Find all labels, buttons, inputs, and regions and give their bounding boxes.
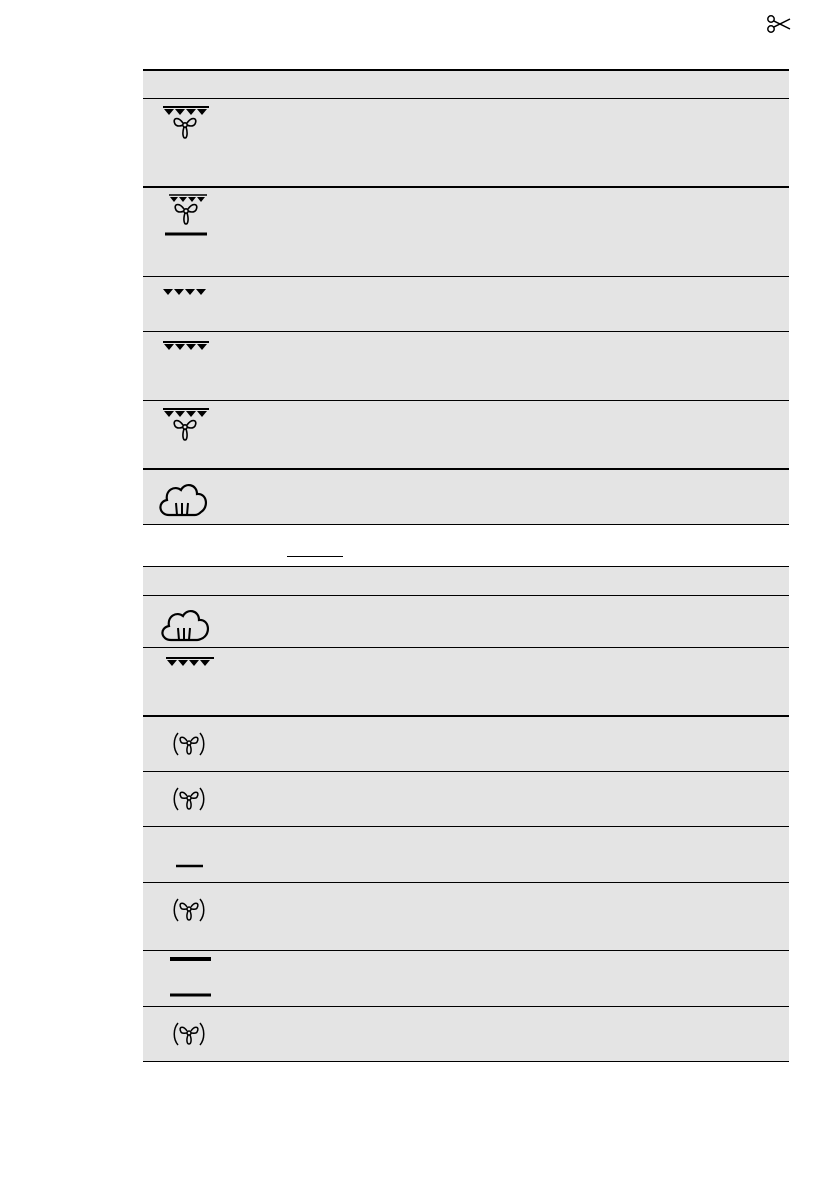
bottom-heat-icon <box>151 829 215 889</box>
heating-functions-table <box>143 69 789 525</box>
table-row <box>143 883 789 951</box>
turbo-grilling-icon <box>151 403 215 463</box>
table-row <box>143 188 789 277</box>
table-row <box>143 277 789 332</box>
table-row <box>143 951 789 1007</box>
fan-top-heat-icon <box>151 101 215 161</box>
fan-icon <box>151 1009 215 1069</box>
divider-rule <box>287 556 343 557</box>
full-grill-icon <box>151 334 215 394</box>
table-row <box>143 99 789 188</box>
table-row <box>143 596 789 648</box>
table-row <box>143 401 789 470</box>
fan-icon <box>151 774 215 834</box>
table-header-row <box>143 566 789 596</box>
table-row <box>143 648 789 717</box>
full-grill-icon <box>151 650 215 710</box>
top-bottom-heat-icon <box>151 953 215 1013</box>
table-row <box>143 827 789 883</box>
fan-icon <box>151 885 215 945</box>
table-row <box>143 1007 789 1062</box>
table-row <box>143 717 789 772</box>
functions-table-2 <box>143 566 789 1062</box>
table-row <box>143 332 789 401</box>
steam-icon <box>151 472 215 532</box>
fan-icon <box>151 719 215 779</box>
table-header-row <box>143 69 789 99</box>
table-row <box>143 772 789 827</box>
fan-bottom-heat-icon <box>151 190 215 250</box>
scissors-icon <box>766 14 792 34</box>
table-row <box>143 470 789 525</box>
top-heat-icon <box>151 279 215 339</box>
